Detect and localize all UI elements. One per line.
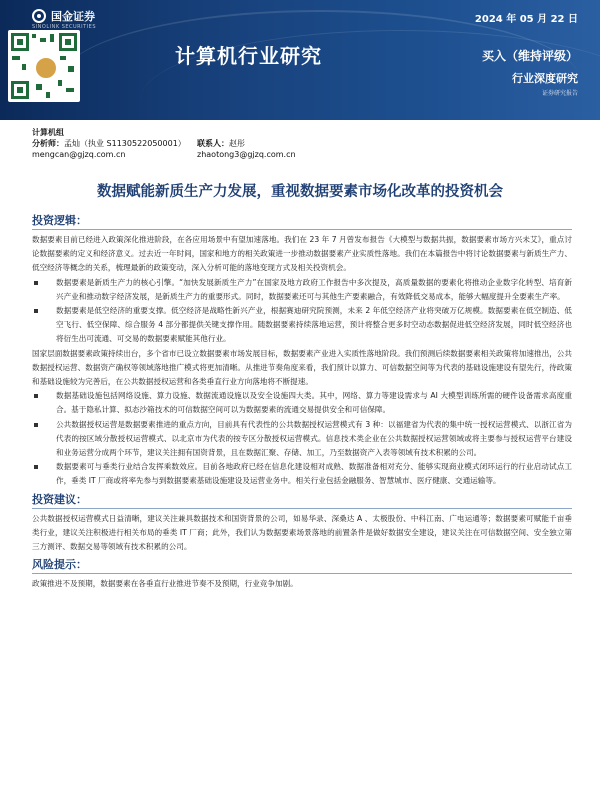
logic-bullets-2 [32, 389, 572, 488]
list-item: 数据要素可与垂类行业结合发挥乘数效应。目前各地政府已经在信息化建设相对成熟、数据准备相对充分、能够实现商业模式闭环运行的行业启动试点工作，垂类 IT 厂商或将率先参与到数据要素基础设施建设及运营业务中。相关行业包括金融服务、智慧城市、医疗健康、交通运输等。 [32, 460, 572, 488]
list-item: 数据要素是低空经济的重要支撑。低空经济是战略性新兴产业，根据赛迪研究院预测，未来 2 年低空经济产业将突破万亿规模。数据要素在低空制造、低空飞行、低空保障、综合服务 4 部分都提供关键支撑作用。随数据要素持续落地运营，预计将整合更多时空动态数据促进低空经济发展，同时低空经济也将衍生出可流通、可交易的数据要素赋能其他行业。 [32, 304, 572, 347]
list-item: 公共数据授权运营是数据要素推进的重点方向，目前具有代表性的公共数据授权运营模式有 3 种：以福建省为代表的集中统一授权运营模式、以浙江省为代表的按区域分散授权运营模式、以北京市为代表的按专区分散授权运营模式。信息技术类企业在公共数据授权运营领域或将主要参与授权运营平台建设和业务运营分成两个环节，建议关注拥有国资背景，且在数据汇聚、存储、加工，乃至数据资产入表等领域有技术积累的公司。 [32, 418, 572, 461]
report-subtype: 证券研究报告 [541, 90, 578, 97]
section-heading-risk: 风险提示： [32, 556, 572, 574]
contact-label: 联系人： [197, 139, 229, 148]
report-date: 2024 年 05 月 22 日 [474, 14, 578, 25]
contact-email[interactable]: zhaotong3@gjzq.com.cn [197, 150, 296, 159]
contact-name: 赵彤 [229, 139, 245, 148]
section-heading-logic: 投资逻辑： [32, 212, 572, 230]
risk-text: 政策推进不及预期，数据要素在各垂直行业推进节奏不及预期，行业竞争加剧。 [32, 579, 298, 589]
report-type: 行业深度研究 [512, 72, 578, 85]
advice-text: 公共数据授权运营模式日益清晰，建议关注兼具数据技术和国资背景的公司，如易华录、深桑达 A 、太极股份、中科江南、广电运通等；数据要素可赋能千亩垂类行业，建议关注积极进行相关布局的垂类 IT 厂商；此外，我们认为数据要素场景落地的前置条件是做好数据安全建设，建议关注在可信数据空间、安全独立第三方测评、数据交易等领域有技术积累的公司。 [32, 513, 572, 552]
analyst-label: 分析师： [32, 139, 64, 148]
section-heading-advice: 投资建议： [32, 491, 572, 509]
industry-title: 计算机行业研究 [175, 44, 322, 68]
analyst-group: 计算机组 [32, 128, 64, 137]
analyst-info [32, 127, 296, 160]
logic-bullets-1 [32, 276, 572, 347]
brand-logo-icon [32, 9, 46, 23]
qr-center-avatar [34, 56, 58, 80]
rating-badge: 买入（维持评级） [481, 49, 578, 63]
brand-logo [32, 8, 95, 24]
report-title: 数据赋能新质生产力发展，重视数据要素市场化改革的投资机会 [97, 184, 503, 200]
qr-code-icon [8, 30, 80, 102]
logic-middle: 国家层面数据要素政策持续出台，多个省市已设立数据要素市场发展目标，数据要素产业进入实质性落地阶段。我们预测后续数据要素相关政策将加速推出，公共数据授权运营、数据资产确权等领域落地推广模式将更加清晰。从推进节奏角度来看，我们预计以算力、可信数据空间等为代表的基础设施建设有望先行，待政策和基础设施较为完善后，在公共数据授权运营和各类垂直行业方向落地将不断提速。 [32, 348, 572, 387]
list-item: 数据要素是新质生产力的核心引擎。“加快发展新质生产力”在国家及地方政府工作报告中多次提及，高质量数据的要素化将推动企业数字化转型、培育新兴产业和推动数字经济发展，是新质生产力的重要形式。同时，数据要素还可与其他生产要素融合，有效降低交易成本，能够大幅度提升全要素生产率。 [32, 276, 572, 304]
analyst-name: 孟灿（执业 S1130522050001） [64, 139, 186, 148]
brand-name: 国金证券 [51, 10, 95, 23]
report-body [32, 212, 572, 591]
list-item: 数据基础设施包括网络设施、算力设施、数据流通设施以及安全设施四大类。其中，网络、算力等建设需求与 AI 大模型训练所需的硬件设备需求高度重合。基于隐私计算、拟态沙箱技术的可信数据空间可以为数据要素的流通交易提供安全和可信保障。 [32, 389, 572, 417]
logic-intro: 数据要素目前已经进入政策深化推进阶段，在各应用场景中有望加速落地。我们在 23 年 7 月曾发布报告《大模型与数据共振，数据要素市场方兴未艾》，重点讨论数据要素的定义和经济意义。过去近一年时间，国家和地方的相关政策进一步推动数据要素产业实质性落地。我们在本篇报告中将讨论数据要素与新质生产力、低空经济等概念的关系，梳理最新的政策变动，深入分析可能的落地变现方式及相关投资机会。 [32, 235, 572, 273]
brand-subtitle: SINOLINK SECURITIES [32, 24, 96, 30]
analyst-email[interactable]: mengcan@gjzq.com.cn [32, 150, 126, 159]
report-header [0, 0, 600, 120]
